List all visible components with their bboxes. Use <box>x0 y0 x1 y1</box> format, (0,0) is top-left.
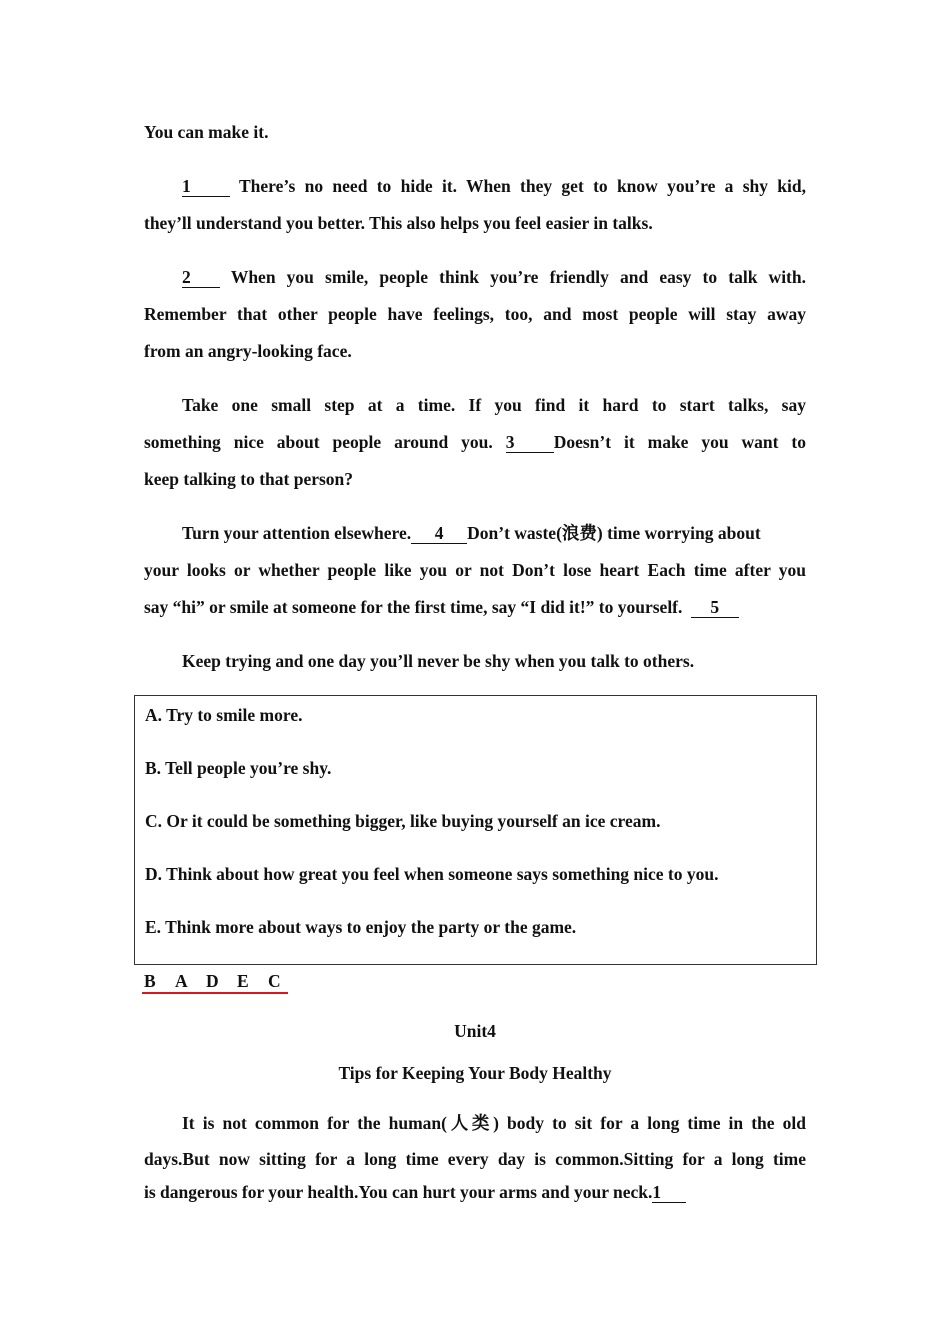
paragraph-4-line-1 <box>182 522 844 544</box>
blank-1-unit4: 1 <box>652 1182 686 1203</box>
answer-1: B <box>144 971 156 991</box>
unit-heading: Unit4 <box>454 1021 496 1041</box>
answer-2: A <box>175 971 188 991</box>
answer-3: D <box>206 971 219 991</box>
answer-underline <box>142 992 288 994</box>
paragraph-5-line-1: It is not common for the human(人类) body to sit for a long time in the old <box>182 1113 806 1133</box>
blank-4: 4 <box>411 523 467 544</box>
paragraph-3-text-a: something nice about people around you. <box>144 432 493 452</box>
paragraph-4-line-2: your looks or whether people like you or not Don’t lose heart Each time after you <box>144 560 806 580</box>
paragraph-2-line-2: Remember that other people have feelings, too, and most people will stay away <box>144 304 806 324</box>
paragraph-5-text: is dangerous for your health.You can hurt your arms and your neck. <box>144 1182 653 1202</box>
paragraph-1-text: There’s no need to hide it. When they get to know you’re a shy kid, <box>238 176 806 196</box>
paragraph-1-line-2: they’ll understand you better. This also helps you feel easier in talks. <box>144 213 653 233</box>
paragraph-2-line-1 <box>182 266 806 288</box>
intro-text: You can make it. <box>144 122 269 142</box>
paragraph-1-line-1 <box>182 175 806 197</box>
paragraph-3-line-1: Take one small step at a time. If you find it hard to start talks, say <box>182 395 806 415</box>
answer-key <box>144 970 299 992</box>
option-a: A. Try to smile more. <box>145 705 303 725</box>
blank-3: 3 <box>506 432 554 453</box>
blank-5: 5 <box>691 597 739 618</box>
option-b: B. Tell people you’re shy. <box>145 758 332 778</box>
blank-1: 1 <box>182 176 230 197</box>
paragraph-5-line-2: days.But now sitting for a long time every day is common.Sitting for a long time <box>144 1149 806 1169</box>
paragraph-4-text-b: Don’t waste(浪费) time worrying about <box>467 523 761 543</box>
paragraph-3-line-3: keep talking to that person? <box>144 469 354 489</box>
option-e: E. Think more about ways to enjoy the party or the game. <box>145 917 577 937</box>
paragraph-5-line-3 <box>144 1181 806 1203</box>
paragraph-2-text: When you smile, people think you’re friendly and easy to talk with. <box>230 267 806 287</box>
answer-5: C <box>268 971 281 991</box>
answer-4: E <box>237 971 249 991</box>
paragraph-3-line-2 <box>144 431 806 453</box>
passage-title: Tips for Keeping Your Body Healthy <box>338 1063 612 1083</box>
closing-text: Keep trying and one day you’ll never be shy when you talk to others. <box>182 651 695 671</box>
options-box <box>134 695 817 965</box>
paragraph-4-line-3 <box>144 596 806 618</box>
blank-2: 2 <box>182 267 220 288</box>
paragraph-4-text-a: Turn your attention elsewhere. <box>182 523 412 543</box>
paragraph-4-text-c: say “hi” or smile at someone for the first time, say “I did it!” to yourself. <box>144 597 683 617</box>
option-d: D. Think about how great you feel when someone says something nice to you. <box>145 864 719 884</box>
paragraph-2-line-3: from an angry-looking face. <box>144 341 352 361</box>
option-c: C. Or it could be something bigger, like buying yourself an ice cream. <box>145 811 661 831</box>
paragraph-3-text-b: Doesn’t it make you want to <box>553 432 806 452</box>
